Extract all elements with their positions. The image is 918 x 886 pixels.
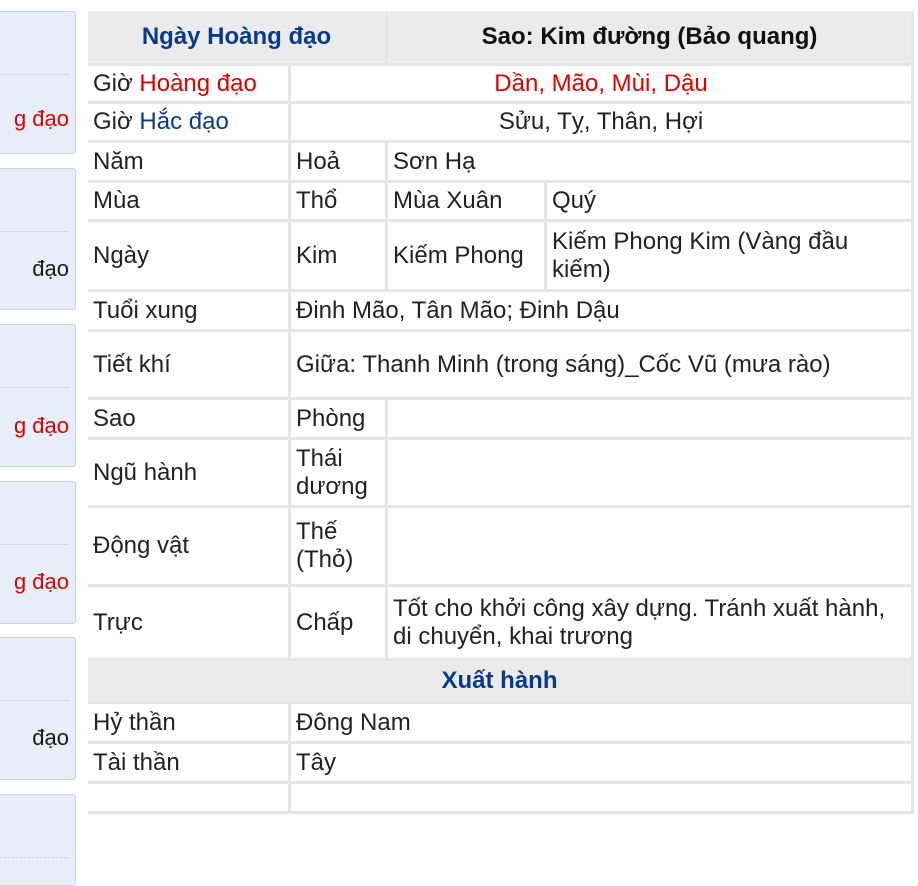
season-cell: Mùa Xuân bbox=[388, 183, 547, 222]
day-detail-table bbox=[88, 11, 914, 814]
row-label: Sao bbox=[88, 400, 291, 440]
empty-cell bbox=[291, 784, 914, 814]
star-row bbox=[88, 400, 914, 440]
divider bbox=[0, 231, 69, 232]
day-type-label: g đạo bbox=[13, 413, 69, 438]
divider bbox=[0, 700, 69, 701]
day-type-label: đạo bbox=[32, 256, 69, 281]
day-type-label: g đạo bbox=[13, 106, 69, 131]
good-hours-label bbox=[88, 66, 291, 104]
truc-description: Tốt cho khởi công xây dựng. Tránh xuất hành, di chuyển, khai trương bbox=[388, 587, 914, 661]
element-cell: Hoả bbox=[291, 143, 388, 183]
conflict-age-row bbox=[88, 292, 914, 332]
day-card[interactable] bbox=[0, 324, 76, 467]
row-label: Tuổi xung bbox=[88, 292, 291, 332]
nap-am-desc-cell: Kiếm Phong Kim (Vàng đầu kiếm) bbox=[547, 222, 914, 292]
wealth-god-value: Tây bbox=[291, 744, 914, 784]
wealth-god-row bbox=[88, 744, 914, 784]
day-detail-panel bbox=[88, 11, 914, 814]
day-type-title: Ngày Hoàng đạo bbox=[88, 11, 388, 66]
row-label: Mùa bbox=[88, 183, 291, 222]
season-row bbox=[88, 183, 914, 222]
animal-value: Thế (Thỏ) bbox=[291, 508, 388, 587]
animal-row bbox=[88, 508, 914, 587]
five-elements-row bbox=[88, 440, 914, 508]
joy-god-value: Đông Nam bbox=[291, 704, 914, 744]
empty-cell bbox=[388, 508, 914, 587]
truc-value: Chấp bbox=[291, 587, 388, 661]
divider bbox=[0, 387, 69, 388]
element-cell: Thổ bbox=[291, 183, 388, 222]
row-label: Tiết khí bbox=[88, 332, 291, 400]
row-label: Năm bbox=[88, 143, 291, 183]
star-title: Sao: Kim đường (Bảo quang) bbox=[388, 11, 914, 66]
day-card[interactable] bbox=[0, 637, 76, 780]
day-card[interactable] bbox=[0, 794, 76, 886]
nap-am-cell: Kiếm Phong bbox=[388, 222, 547, 292]
day-type-label: đạo bbox=[32, 725, 69, 750]
calendar-side-strip bbox=[0, 0, 80, 865]
good-hours-row bbox=[88, 66, 914, 104]
row-label: Ngũ hành bbox=[88, 440, 291, 508]
row-label: Động vật bbox=[88, 508, 291, 587]
empty-cell bbox=[388, 440, 914, 508]
good-hours-title: Hoàng đạo bbox=[139, 69, 257, 97]
divider bbox=[0, 74, 69, 75]
conflict-age-value: Đinh Mão, Tân Mão; Đinh Dậu bbox=[291, 292, 914, 332]
bad-hours-value: Sửu, Tỵ, Thân, Hợi bbox=[291, 104, 914, 143]
five-elements-value: Thái dương bbox=[291, 440, 388, 508]
header-row bbox=[88, 11, 914, 66]
solar-term-value: Giữa: Thanh Minh (trong sáng)_Cốc Vũ (mưa rào) bbox=[291, 332, 914, 400]
good-hours-value: Dần, Mão, Mùi, Dậu bbox=[291, 66, 914, 104]
row-label: Tài thần bbox=[88, 744, 291, 784]
day-card[interactable] bbox=[0, 11, 76, 154]
bad-hours-label bbox=[88, 104, 291, 143]
hours-prefix: Giờ bbox=[93, 69, 140, 97]
departure-section-row bbox=[88, 661, 914, 704]
empty-cell bbox=[388, 400, 914, 440]
row-label: Hỷ thần bbox=[88, 704, 291, 744]
empty-cell bbox=[88, 784, 291, 814]
hours-prefix: Giờ bbox=[93, 108, 140, 135]
day-card[interactable] bbox=[0, 481, 76, 624]
day-card[interactable] bbox=[0, 168, 76, 310]
element-cell: Kim bbox=[291, 222, 388, 292]
nap-am-cell: Sơn Hạ bbox=[388, 143, 914, 183]
truc-row bbox=[88, 587, 914, 661]
season-quality-cell: Quý bbox=[547, 183, 914, 222]
joy-god-row bbox=[88, 704, 914, 744]
next-row-partial bbox=[88, 784, 914, 814]
year-row bbox=[88, 143, 914, 183]
bad-hours-row bbox=[88, 104, 914, 143]
row-label: Trực bbox=[88, 587, 291, 661]
day-type-label: g đạo bbox=[13, 569, 69, 594]
bad-hours-title: Hắc đạo bbox=[139, 108, 229, 135]
star-value: Phòng bbox=[291, 400, 388, 440]
departure-section-title: Xuất hành bbox=[88, 661, 914, 704]
divider bbox=[0, 857, 69, 858]
row-label: Ngày bbox=[88, 222, 291, 292]
solar-term-row bbox=[88, 332, 914, 400]
day-row bbox=[88, 222, 914, 292]
divider bbox=[0, 544, 69, 545]
